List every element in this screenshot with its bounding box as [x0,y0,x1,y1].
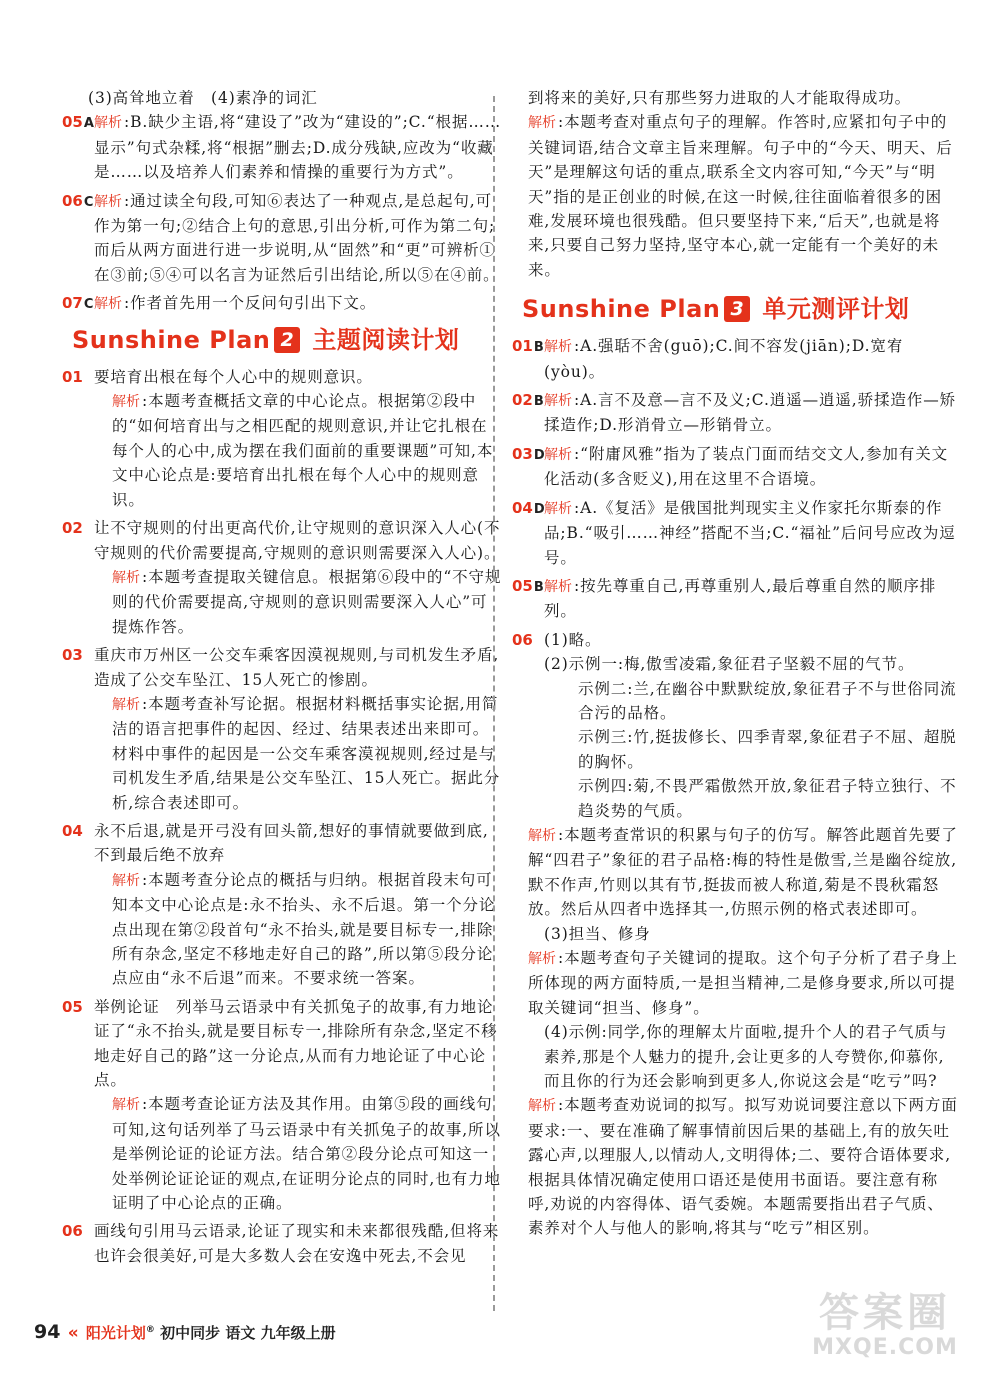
answer-text: 要培育出根在每个人心中的规则意识。 [94,367,373,386]
page-footer [34,1321,336,1343]
analysis-label: 解析 [112,569,140,586]
analysis-label: 解析 [112,872,140,889]
analysis-label: 解析 [528,827,556,844]
question-number: 02 [62,519,83,538]
answer-text: 举例论证 列举马云语录中有关抓兔子的故事,有力地论证了“永不抬头,就是要目标专一,排除所有杂念,坚定不移地走好自己的路”这一分论点,从而有力地论证了中心论点。 [94,997,498,1090]
test-question-04 [512,496,960,570]
analysis-label: 解析 [112,1097,140,1114]
analysis-label: 解析 [112,394,140,411]
reading-question-04 [62,819,502,991]
analysis-label: 解析 [528,115,556,132]
test-question-06 [512,628,960,1241]
analysis-2 [528,946,960,1020]
watermark [790,1291,980,1361]
analysis-text: :本题考查论证方法及其作用。由第⑤段的画线句可知,这句话列举了马云语录中有关抓兔子的故事,所以是举例论证的论证方法。结合第②段分论点可知这一处举例论证论证的观点,在证明分论点的同时,也有力地证明了中心论点的正确。 [112,1095,501,1213]
analysis-label: 解析 [544,339,572,356]
answer-text: 画线句引用马云语录,论证了现实和未来都很残酷,但将来也许会很美好,可是大多数人会在安逸中死去,不会见 [94,1222,500,1265]
continued-answer [512,86,960,282]
analysis [94,692,502,815]
answer-text: 到将来的美好,只有那些努力进取的人才能取得成功。 [528,89,912,107]
analysis [94,1092,502,1215]
analysis-text: :本题考查概括文章的中心论点。根据第②段中的“如何培育出与之相匹配的规则意识,并让它扎根在每个人的心中,成为摆在我们面前的重要课题”可知,本文中心论点是:要培育出扎根在每个人心中的规则意识。 [112,392,494,509]
answer-text: 永不后退,就是开弓没有回头箭,想好的事情就要做到底,不到最后绝不放弃 [94,821,489,865]
analysis [528,110,960,282]
book-title: 初中同步 语文 九年级上册 [160,1324,336,1342]
question-number: 04D [512,498,545,517]
analysis-3 [528,1093,960,1240]
answer-text: 让不守规则的付出更高代价,让守规则的意识深入人心(不守规则的代价需要提高,守规则的意识则需要深入人心)。 [94,519,501,562]
analysis-text: :B.缺少主语,将“建设了”改为“建设的”;C.“根据……显示”句式杂糅,将“根据”删去;D.成分残缺,应改为“收藏是……以及培养人们素养和情操的重要行为方式”。 [94,113,502,182]
answer-text: 重庆市万州区一公交车乘客因漠视规则,与司机发生矛盾,造成了公交车坠江、15人死亡的惨剧。 [94,646,500,689]
analysis-text: :“附庸风雅”指为了装点门面而结交文人,参加有关文化活动(多含贬义),用在这里不合语境。 [544,444,948,489]
analysis-text: :本题考查补写论据。根据材料概括事实论据,用简洁的语言把事件的起因、经过、结果表述出来即可。材料中事件的起因是一公交车乘客漠视规则,经过是与司机发生矛盾,结果是公交车坠江、15人死亡。据此分析,综合表述即可。 [112,694,501,812]
analysis-label: 解析 [528,951,556,967]
question-number: 05B [512,576,544,595]
question-06 [62,189,502,288]
analysis-text: :通过读全句段,可知⑥表达了一种观点,是总起句,可作为第一句;②结合上句的意思,引出分析,可作为第二句;而后从两方面进行进一步说明,从“固然”和“更”可辨析①在③前;⑤④可以名言为证然后引出结论,所以⑤在④前。 [94,191,500,284]
test-question-05 [512,574,960,624]
reading-question-05 [62,995,502,1216]
analysis-label: 解析 [528,1098,556,1115]
reading-question-01 [62,365,502,512]
question-number: 05A [62,113,94,132]
analysis [94,565,502,639]
analysis-label: 解析 [112,696,140,713]
question-number: 03D [512,444,545,463]
double-chevron-left-icon: « [67,1323,79,1343]
question-number: 06 [62,1222,83,1241]
column-divider [493,96,495,1311]
reading-question-03 [62,643,502,815]
analysis-text: :A.《复活》是俄国批判现实主义作家托尔斯泰的作品;B.“吸引……神经”搭配不当;C.“福祉”后问号应改为逗号。 [544,498,956,567]
watermark-url: MXQE.COM [812,1335,958,1360]
test-question-02 [512,388,960,438]
analysis-label: 解析 [544,446,572,463]
part-3: (3)担当、修身 [544,924,651,943]
page-number: 94 [34,1321,61,1343]
example-3: 示例三:竹,挺拔修长、四季青翠,象征君子不屈、超脱的胸怀。 [578,728,957,771]
example-4: 示例四:菊,不畏严霜傲然开放,象征君子特立独行、不趋炎势的气质。 [578,777,957,820]
question-07 [62,291,502,316]
question-number: 06C [62,191,94,210]
analysis-text: :A.强聒不舍(guō);C.间不容发(jiān);D.宽宥(yòu)。 [544,337,904,381]
question-number: 01 [62,367,83,386]
test-question-03 [512,442,960,492]
analysis-text: :本题考查提取关键信息。根据第⑥段中的“不守规则的代价需要提高,守规则的意识则需要深入人心”可提炼作答。 [112,567,502,636]
analysis [94,868,502,991]
plan-number-badge: 3 [724,296,750,322]
analysis-label: 解析 [94,296,122,313]
question-number: 03 [62,646,83,665]
registered-mark: ® [145,1325,155,1335]
analysis-text: :本题考查对重点句子的理解。作答时,应紧扣句子中的关键词语,结合文章主旨来理解。句子中的“今天、明天、后天”是理解这句话的重点,联系全文内容可知,“今天”与“明天”指的是正创业的时候,在这一时候,往往面临着很多的困难,发展环境也很残酷。但只要坚持下来,“后天”,也就是将来,只要自己努力坚持,坚守本心,就一定能有一个美好的未来。 [528,113,953,279]
analysis-label: 解析 [544,500,572,517]
section-heading-3: Sunshine Plan 3 单元测评计划 [522,295,910,324]
analysis-text: :本题考查句子关键词的提取。这个句子分析了君子身上所体现的两方面特质,一是担当精神,二是修身要求,所以可提取关键词“担当、修身”。 [528,949,958,1017]
left-column [62,86,502,1268]
part-2: (2)示例一:梅,傲雪凌霜,象征君子坚毅不屈的气节。 [544,655,915,674]
question-05 [62,110,502,184]
question-number: 05 [62,997,83,1016]
part-1: (1)略。 [544,630,602,649]
analysis-label: 解析 [94,115,122,132]
analysis-label: 解析 [94,193,122,210]
analysis-label: 解析 [544,393,572,410]
plan-number-badge: 2 [274,327,300,353]
part-4: (4)示例:同学,你的理解太片面啦,提升个人的君子气质与素养,那是个人魅力的提升,会让更多的人夸赞你,仰慕你,而且你的行为还会影响到更多人,你说这会是“吃亏”吗? [544,1023,948,1091]
question-number: 04 [62,821,83,840]
question-number: 02B [512,391,544,410]
analysis [94,389,502,512]
question-number: 07C [62,294,94,313]
analysis-label: 解析 [544,578,572,595]
question-number: 01B [512,337,544,356]
top-line: (3)高耸地立着 (4)素净的词汇 [88,89,318,107]
analysis-text: :按先尊重自己,再尊重别人,最后尊重自然的顺序排列。 [544,576,937,621]
analysis-text: :本题考查常识的积累与句子的仿写。解答此题首先要了解“四君子”象征的君子品格:梅的特性是傲雪,兰是幽谷绽放,默不作声,竹则以其有节,挺拔而被人称道,菊是不畏秋霜怒放。然后从四者中选择其一,仿照示例的格式表述即可。 [528,825,958,919]
right-column [512,86,960,1241]
watermark-title: 答案圈 [819,1290,951,1336]
analysis-text: :作者首先用一个反问句引出下文。 [124,294,377,313]
analysis-text: :本题考查劝说词的拟写。拟写劝说词要注意以下两方面要求:一、要在准确了解事情前因后果的基础上,有的放矢吐露心声,以理服人,以情动人,文明得体;二、要符合语体要求,根据具体情况确定使用口语还是使用书面语。要注意有称呼,劝说的内容得体、语气委婉。本题需要指出君子气质、素养对个人与他人的影响,将其与“吃亏”相区别。 [528,1096,958,1238]
section-heading-2: Sunshine Plan 2 主题阅读计划 [72,325,460,354]
analysis-text: :本题考查分论点的概括与归纳。根据首段末句可知本文中心论点是:永不抬头、永不后退。第一个分论点出现在第②段首句“永不抬头,就是要目标专一,排除所有杂念,坚定不移地走好自己的路”,所以第⑤段分论点应由“永不后退”而来。不要求统一答案。 [112,870,496,988]
example-2: 示例二:兰,在幽谷中默默绽放,象征君子不与世俗同流合污的品格。 [578,679,957,722]
reading-question-06 [62,1219,502,1268]
question-number: 06 [512,630,533,649]
test-question-01 [512,334,960,384]
brand-name: 阳光计划 [85,1324,146,1342]
analysis-1 [528,823,960,922]
reading-question-02 [62,516,502,639]
analysis-text: :A.言不及意—言不及义;C.逍遥—逍遥,骄揉造作—矫揉造作;D.形消骨立—形销骨立。 [544,391,957,435]
